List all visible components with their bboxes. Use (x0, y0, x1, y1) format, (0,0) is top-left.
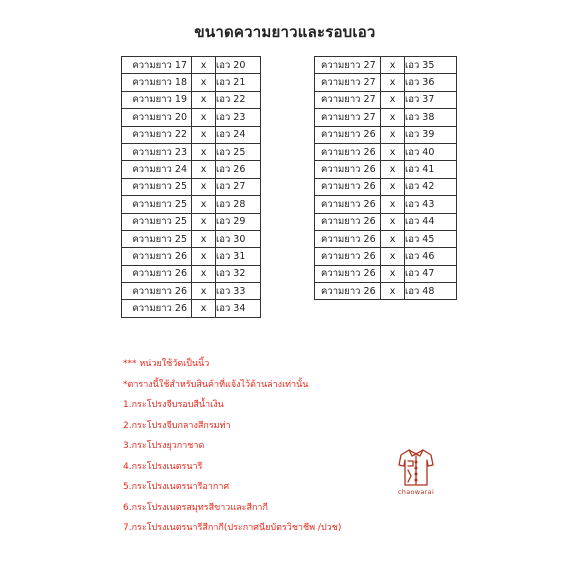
length-cell: ความยาว 27 (315, 109, 381, 126)
size-table-right (314, 56, 457, 300)
length-cell: ความยาว 26 (122, 283, 192, 300)
size-table-left-row (122, 109, 261, 126)
x-cell: x (381, 230, 405, 247)
size-table-left-row (122, 213, 261, 230)
size-table-left-row (122, 196, 261, 213)
waist-cell: เอว 22 (216, 91, 261, 108)
waist-cell: เอว 39 (405, 126, 457, 143)
x-cell: x (192, 230, 216, 247)
note-item: 1.กระโปรงจีบรอบสีน้ำเงิน (123, 400, 224, 410)
length-cell: ความยาว 26 (315, 283, 381, 300)
length-cell: ความยาว 17 (122, 57, 192, 74)
waist-cell: เอว 37 (405, 91, 457, 108)
length-cell: ความยาว 26 (315, 230, 381, 247)
waist-cell: เอว 31 (216, 248, 261, 265)
x-cell: x (192, 248, 216, 265)
x-cell: x (381, 213, 405, 230)
waist-cell: เอว 23 (216, 109, 261, 126)
length-cell: ความยาว 26 (315, 248, 381, 265)
x-cell: x (381, 283, 405, 300)
x-cell: x (381, 57, 405, 74)
x-cell: x (192, 74, 216, 91)
length-cell: ความยาว 25 (122, 196, 192, 213)
length-cell: ความยาว 26 (315, 143, 381, 160)
size-table-left-row (122, 265, 261, 282)
length-cell: ความยาว 27 (315, 91, 381, 108)
size-table-left-row (122, 126, 261, 143)
waist-cell: เอว 27 (216, 178, 261, 195)
size-table-left-row (122, 230, 261, 247)
waist-cell: เอว 29 (216, 213, 261, 230)
x-cell: x (192, 143, 216, 160)
size-table-left (121, 56, 261, 318)
x-cell: x (381, 143, 405, 160)
size-table-right-body (315, 57, 457, 300)
waist-cell: เอว 35 (405, 57, 457, 74)
size-table-left-row (122, 74, 261, 91)
shirt-logo-icon (396, 446, 436, 488)
x-cell: x (381, 74, 405, 91)
length-cell: ความยาว 19 (122, 91, 192, 108)
size-table-left-body (122, 57, 261, 318)
waist-cell: เอว 44 (405, 213, 457, 230)
length-cell: ความยาว 26 (315, 213, 381, 230)
x-cell: x (381, 196, 405, 213)
note-item: 2.กระโปรงจีบกลางสีกรมท่า (123, 420, 231, 431)
size-table-left-row (122, 143, 261, 160)
x-cell: x (192, 91, 216, 108)
waist-cell: เอว 36 (405, 74, 457, 91)
waist-cell: เอว 38 (405, 109, 457, 126)
length-cell: ความยาว 25 (122, 230, 192, 247)
waist-cell: เอว 24 (216, 126, 261, 143)
waist-cell: เอว 43 (405, 196, 457, 213)
size-table-right-row (315, 248, 457, 265)
note-item: 4.กระโปรงเนตรนารี (123, 461, 203, 472)
x-cell: x (381, 91, 405, 108)
notes-list (123, 354, 341, 539)
note-item: 7.กระโปรงเนตรนารีสีกากี(ประกาศนียบัตรวิชาชีพ /ปวช) (123, 523, 342, 533)
x-cell: x (192, 161, 216, 178)
size-table-right-row (315, 161, 457, 178)
length-cell: ความยาว 26 (315, 196, 381, 213)
waist-cell: เอว 20 (216, 57, 261, 74)
x-cell: x (192, 265, 216, 282)
waist-cell: เอว 34 (216, 300, 261, 317)
size-table-left-row (122, 91, 261, 108)
waist-cell: เอว 26 (216, 161, 261, 178)
x-cell: x (192, 126, 216, 143)
x-cell: x (192, 178, 216, 195)
size-table-left-row (122, 248, 261, 265)
x-cell: x (192, 109, 216, 126)
waist-cell: เอว 21 (216, 74, 261, 91)
x-cell: x (381, 265, 405, 282)
size-table-right-row (315, 265, 457, 282)
note-item: 3.กระโปรงยุวกาชาด (123, 441, 205, 451)
size-table-left-row (122, 300, 261, 317)
length-cell: ความยาว 22 (122, 126, 192, 143)
waist-cell: เอว 46 (405, 248, 457, 265)
size-table-right-row (315, 91, 457, 108)
length-cell: ความยาว 26 (122, 265, 192, 282)
x-cell: x (381, 126, 405, 143)
size-table-left-row (122, 178, 261, 195)
length-cell: ความยาว 25 (122, 178, 192, 195)
length-cell: ความยาว 20 (122, 109, 192, 126)
waist-cell: เอว 41 (405, 161, 457, 178)
x-cell: x (192, 57, 216, 74)
brand-name: chaowarai (397, 488, 435, 496)
size-table-left-row (122, 161, 261, 178)
length-cell: ความยาว 26 (315, 178, 381, 195)
x-cell: x (381, 248, 405, 265)
size-table-right-row (315, 109, 457, 126)
size-table-right-row (315, 230, 457, 247)
length-cell: ความยาว 27 (315, 57, 381, 74)
x-cell: x (192, 196, 216, 213)
size-table-right-row (315, 57, 457, 74)
length-cell: ความยาว 26 (122, 248, 192, 265)
x-cell: x (192, 300, 216, 317)
page-title: ขนาดความยาวและรอบเอว (194, 23, 376, 41)
waist-cell: เอว 28 (216, 196, 261, 213)
size-table-right-row (315, 178, 457, 195)
waist-cell: เอว 45 (405, 230, 457, 247)
waist-cell: เอว 33 (216, 283, 261, 300)
size-table-right-row (315, 126, 457, 143)
length-cell: ความยาว 26 (315, 126, 381, 143)
waist-cell: เอว 25 (216, 143, 261, 160)
x-cell: x (192, 213, 216, 230)
length-cell: ความยาว 25 (122, 213, 192, 230)
waist-cell: เอว 48 (405, 283, 457, 300)
waist-cell: เอว 32 (216, 265, 261, 282)
waist-cell: เอว 30 (216, 230, 261, 247)
x-cell: x (192, 283, 216, 300)
x-cell: x (381, 109, 405, 126)
size-table-left-row (122, 283, 261, 300)
size-table-right-row (315, 283, 457, 300)
length-cell: ความยาว 27 (315, 74, 381, 91)
note-item: 6.กระโปรงเนตรสมุทรสีขาวและสีกากี (123, 502, 268, 513)
size-table-right-row (315, 213, 457, 230)
size-table-left-row (122, 57, 261, 74)
note-item: *** หน่วยใช้วัดเป็นนิ้ว (123, 359, 210, 369)
size-table-right-row (315, 196, 457, 213)
length-cell: ความยาว 18 (122, 74, 192, 91)
length-cell: ความยาว 24 (122, 161, 192, 178)
note-item: 5.กระโปรงเนตรนารีอากาศ (123, 482, 230, 492)
length-cell: ความยาว 26 (122, 300, 192, 317)
length-cell: ความยาว 23 (122, 143, 192, 160)
size-table-right-row (315, 74, 457, 91)
length-cell: ความยาว 26 (315, 265, 381, 282)
waist-cell: เอว 47 (405, 265, 457, 282)
note-item: *ตารางนี้ใช้สำหรับสินค้าที่แจ้งไว้ด้านล่างเท่านั้น (123, 379, 309, 390)
x-cell: x (381, 161, 405, 178)
length-cell: ความยาว 26 (315, 161, 381, 178)
x-cell: x (381, 178, 405, 195)
size-table-right-row (315, 143, 457, 160)
waist-cell: เอว 42 (405, 178, 457, 195)
waist-cell: เอว 40 (405, 143, 457, 160)
